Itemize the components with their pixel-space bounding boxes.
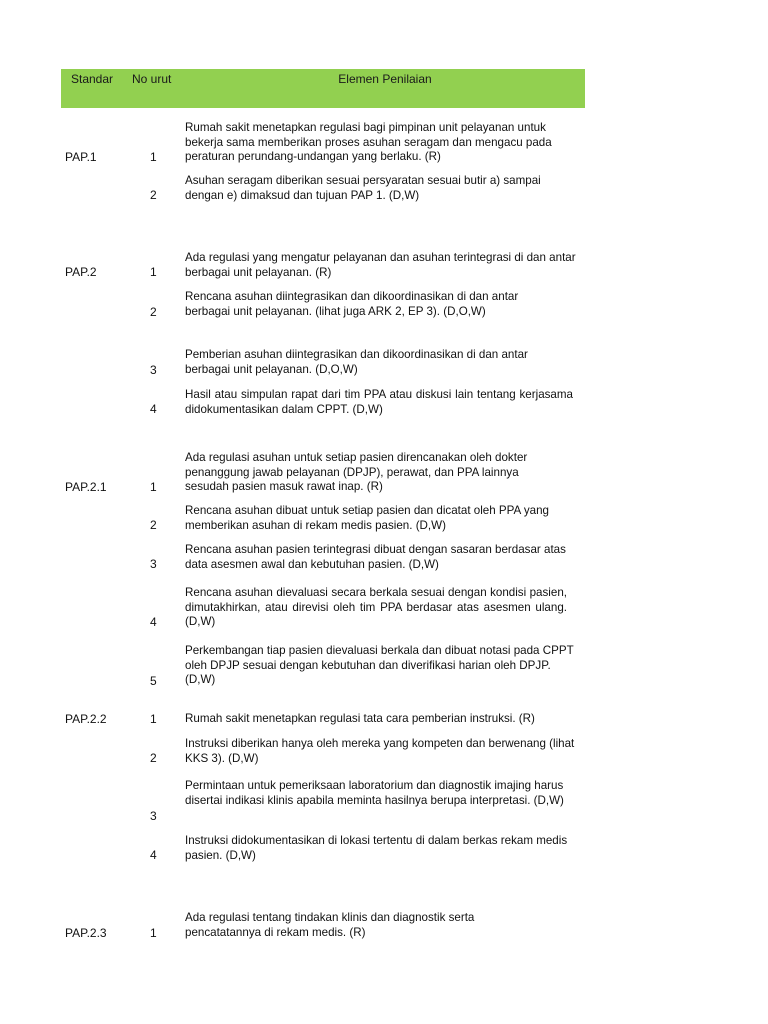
element-text: Ada regulasi asuhan untuk setiap pasien direncanakan oleh dokter penanggung jawab pelayanan (DPJP), perawat, dan PPA lainnya sesudah pasien masuk rawat inap. (R) xyxy=(185,451,528,494)
item-number: 2 xyxy=(150,751,157,765)
item-number: 3 xyxy=(150,363,157,377)
item-number: 3 xyxy=(150,557,157,571)
element-text: Ada regulasi tentang tindakan klinis dan diagnostik serta pencatatannya di rekam medis. (R) xyxy=(185,911,475,939)
item-number: 2 xyxy=(150,305,157,319)
item-number: 1 xyxy=(150,150,157,164)
element-text: Rencana asuhan dibuat untuk setiap pasien dan dicatat oleh PPA yang memberikan asuhan di rekam medis pasien. (D,W) xyxy=(185,504,549,532)
header-no-urut: No urut xyxy=(132,72,172,86)
element-text: Rencana asuhan diintegrasikan dan dikoordinasikan di dan antar berbagai unit pelayanan. (lihat juga ARK 2, EP 3). (D,O,W) xyxy=(185,290,519,318)
item-number: 2 xyxy=(150,518,157,532)
element-text: Pemberian asuhan diintegrasikan dan dikoordinasikan di dan antar berbagai unit pelayanan. (D,O,W) xyxy=(185,348,528,376)
standar-pap-2: PAP.2 xyxy=(65,265,97,279)
element-text: Rencana asuhan dievaluasi secara berkala sesuai dengan kondisi pasien, dimutakhirkan, atau direvisi oleh tim PPA berdasar atas asesmen ulang. (D,W) xyxy=(185,586,567,629)
element-text: Asuhan seragam diberikan sesuai persyaratan sesuai butir a) sampai dengan e) dimaksud dan tujuan PAP 1. (D,W) xyxy=(185,174,541,202)
header-elemen-penilaian: Elemen Penilaian xyxy=(338,72,432,86)
item-number: 4 xyxy=(150,848,157,862)
item-number: 1 xyxy=(150,265,157,279)
item-number: 4 xyxy=(150,402,157,416)
item-number: 1 xyxy=(150,712,157,726)
element-text: Ada regulasi yang mengatur pelayanan dan asuhan terintegrasi di dan antar berbagai unit pelayanan. (R) xyxy=(185,251,576,279)
item-number: 1 xyxy=(150,926,157,940)
element-text: Perkembangan tiap pasien dievaluasi berkala dan dibuat notasi pada CPPT oleh DPJP sesuai dengan kebutuhan dan diverifikasi harian oleh DPJP. (D,W) xyxy=(185,644,574,687)
element-text: Rencana asuhan pasien terintegrasi dibuat dengan sasaran berdasar atas data asesmen awal dan kebutuhan pasien. (D,W) xyxy=(185,543,566,571)
standar-pap-1: PAP.1 xyxy=(65,150,97,164)
item-number: 5 xyxy=(150,674,157,688)
item-number: 1 xyxy=(150,480,157,494)
element-text: Instruksi diberikan hanya oleh mereka yang kompeten dan berwenang (lihat KKS 3). (D,W) xyxy=(185,737,575,765)
standar-pap-2-3: PAP.2.3 xyxy=(65,926,107,940)
header-standar: Standar xyxy=(71,72,114,86)
element-text: Rumah sakit menetapkan regulasi bagi pimpinan unit pelayanan untuk bekerja sama memberikan proses asuhan seragam dan mengacu pada peraturan perundang-undangan yang berlaku. (R) xyxy=(185,121,552,164)
standar-pap-2-1: PAP.2.1 xyxy=(65,480,107,494)
table-header xyxy=(61,69,585,108)
standar-pap-2-2: PAP.2.2 xyxy=(65,712,107,726)
item-number: 3 xyxy=(150,809,157,823)
element-text: Hasil atau simpulan rapat dari tim PPA atau diskusi lain tentang kerjasama didokumentasikan dalam CPPT. (D,W) xyxy=(185,388,573,416)
item-number: 2 xyxy=(150,188,157,202)
element-text: Rumah sakit menetapkan regulasi tata cara pemberian instruksi. (R) xyxy=(185,712,535,725)
element-text: Instruksi didokumentasikan di lokasi tertentu di dalam berkas rekam medis pasien. (D,W) xyxy=(185,834,568,862)
item-number: 4 xyxy=(150,615,157,629)
element-text: Permintaan untuk pemeriksaan laboratorium dan diagnostik imajing harus disertai indikasi klinis apabila meminta hasilnya berupa interpretasi. (D,W) xyxy=(185,779,564,807)
